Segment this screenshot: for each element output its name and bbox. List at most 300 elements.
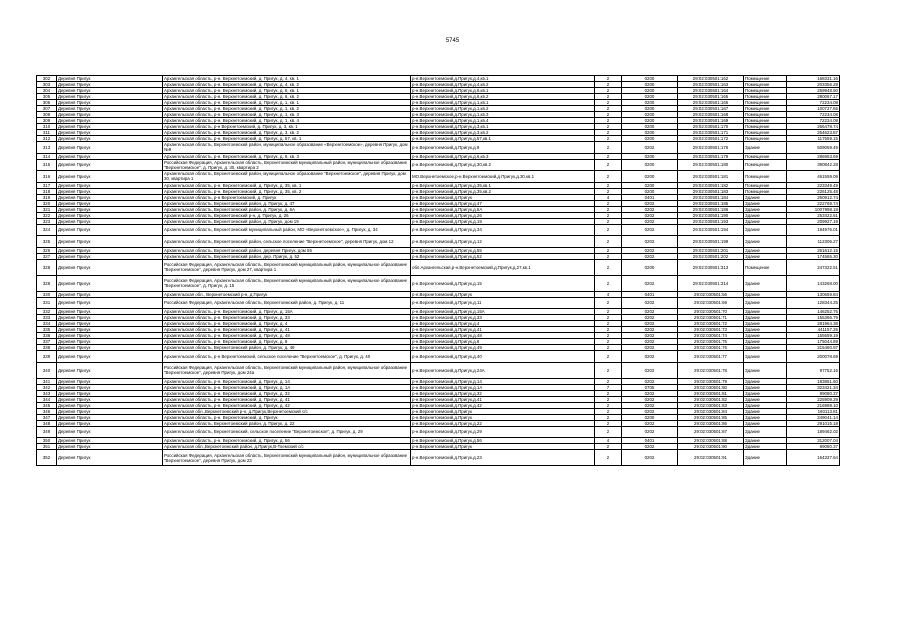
amount: 72234.08 [787,100,840,106]
code: 0401 [622,291,678,297]
address: Архангельская область, Верхнетоемский район, д. Пригук, д. 22 [163,420,411,426]
address: Российская Федерация, Архангельская область, Верхнетоемский муниципальный район, муниципальное образование "Верхнетоемское", деревня Пригук, дом 23 [163,450,411,466]
page-number: 5745 [445,38,460,44]
row-number: 312 [37,136,57,142]
locality: Деревня Пригук [57,390,163,396]
locality: Деревня Пригук [57,438,163,444]
locality: Деревня Пригук [57,206,163,212]
locality: Деревня Пригук [57,200,163,206]
address: Архангельская область, р-н. Верхнетоемский, д. Пригук, д. 4, кв. 1 [163,76,411,82]
category: 2 [595,224,622,236]
cadastral-number: 29:02:030501:78 [678,362,744,378]
cadastral-number: 29:02:030501:186 [678,206,744,212]
short-address: р-н.Верхнетоемский,д.Пригук,д.11 [411,297,595,309]
table-row [37,362,840,378]
amount: 183851.60 [787,378,840,384]
amount: 97752.16 [787,362,840,378]
code: 0401 [622,438,678,444]
locality: Деревня Пригук [57,259,163,275]
category: 2 [595,275,622,291]
amount: 253422.61 [787,212,840,218]
amount: 175044.89 [787,339,840,345]
short-address: р-н.Верхнетоемский,д.Пригук,д.6,кв.3 [411,153,595,159]
row-number: 329 [37,275,57,291]
category: 2 [595,396,622,402]
object-type: Здание [744,402,787,408]
short-address: р-н.Верхнетоемский,д.Пригук,д.4,кв.1 [411,76,595,82]
code: 0200 [622,124,678,130]
amount: 89080.37 [787,390,840,396]
amount: 281964.38 [787,321,840,327]
cadastral-number: 29:02:030501:69 [678,297,744,309]
category: 2 [595,136,622,142]
object-type: Здание [744,297,787,309]
object-type: Здание [744,309,787,315]
cadastral-number: 29:02:030501:84 [678,408,744,414]
amount: 72234.08 [787,118,840,124]
address: Архангельская область, р-н. Верхнетоемский, д. Пригук, д. 4 [163,321,411,327]
object-type: Здание [744,420,787,426]
address: Архангельская область, Верхнетоемский район, д. Пригук, д. 47 [163,200,411,206]
short-address: р-н.Верхнетоемский,д.Пригук,д.22 [411,420,595,426]
object-type: Здание [744,438,787,444]
code: 0200 [622,188,678,194]
code: 0202 [622,321,678,327]
row-number: 311 [37,130,57,136]
object-type: Здание [744,212,787,218]
row-number: 345 [37,402,57,408]
cadastral-number: 29:02:030501:86 [678,420,744,426]
category: 2 [595,450,622,466]
code: 0202 [622,315,678,321]
code: 0202 [622,345,678,351]
short-address: р-н.Верхнетоемский,д.Пригук,д.15А [411,309,595,315]
locality: Деревня Пригук [57,171,163,183]
category: 2 [595,88,622,94]
code: 0705 [622,384,678,390]
short-address: р-н.Верхнетоемский,д.Пригук,д.1,кв.2 [411,106,595,112]
category: 2 [595,118,622,124]
amount: 215460.97 [787,345,840,351]
object-type: Здание [744,333,787,339]
category: 2 [595,124,622,130]
table-row [37,450,840,466]
category: 2 [595,100,622,106]
code: 0200 [622,88,678,94]
code: 0200 [622,414,678,420]
object-type: Здание [744,351,787,363]
short-address: р-н.Верхнетоемский,д.Пригук,д.55 [411,247,595,253]
row-number: 347 [37,414,57,420]
amount: 194976.01 [787,224,840,236]
amount: 174565.30 [787,253,840,259]
address: Архангельская область, р-н. Верхнетоемский, д. Пригук, д. 3, кв. 2 [163,130,411,136]
category: 2 [595,247,622,253]
address: Архангельская область, Верхнетоемский муниципальный район, МО «Верхнетоемское», д. Пригук, д. 34 [163,224,411,236]
table-row [37,171,840,183]
amount: 216998.10 [787,402,840,408]
object-type: Здание [744,224,787,236]
code: 0200 [622,259,678,275]
category: 2 [595,159,622,171]
cadastral-number: 29:02:030501:75 [678,339,744,345]
code: 0202 [622,247,678,253]
short-address: р-н.Верхнетоемский,д.Пригук,д.41 [411,327,595,333]
amount: 72234.08 [787,112,840,118]
object-type: Помещение [744,124,787,130]
row-number: 344 [37,396,57,402]
row-number: 322 [37,212,57,218]
cadastral-number: 29:02:030501:85 [678,414,744,420]
object-type: Здание [744,253,787,259]
cadastral-number: 29:02:030501:171 [678,130,744,136]
code: 0202 [622,236,678,248]
cadastral-number: 29:02:030501:91 [678,450,744,466]
category: 2 [595,426,622,438]
address: Архангельская область, Верхнетоемский район, муниципальное образование «Верхнетоемское», деревня Пригук, дом №9 [163,142,411,154]
code: 0202 [622,212,678,218]
code: 0202 [622,362,678,378]
cadastral-number: 29:02:030501:182 [678,182,744,188]
address: Архангельская область, р-н Верхнетоемский, сельское поселение "Верхнетоемское", д. Пригук, д. 40 [163,351,411,363]
cadastral-number: 29:02:030501:162 [678,76,744,82]
row-number: 341 [37,378,57,384]
amount: 261612.15 [787,247,840,253]
locality: Деревня Пригук [57,182,163,188]
locality: Деревня Пригук [57,253,163,259]
category: 2 [595,390,622,396]
address: Архангельская область, Верхнетоемский район, д. Пригук, д. 6А [163,206,411,212]
locality: Деревня Пригук [57,76,163,82]
code: 0202 [622,142,678,154]
category: 2 [595,218,622,224]
category: 2 [595,112,622,118]
code: 0200 [622,171,678,183]
locality: Деревня Пригук [57,333,163,339]
locality: Деревня Пригук [57,408,163,414]
address: Архангельская область, р-н Верхнетоемский, д. Пригук [163,194,411,200]
address: Российская Федерация, Архангельская область, Верхнетоемский муниципальный район, муниципальное образование "Верхнетоемское", деревня Пригук, дом 24а [163,362,411,378]
address: Архангельская область, Верхнетоемский, сельское поселение "Верхнетоемское", д. Пригук, д. 29 [163,426,411,438]
address: Архангельская область, р-н. Верхнетоемский, д. Пригук, д. 6, кв. 3 [163,153,411,159]
amount: 247322.51 [787,259,840,275]
cadastral-number: 29:02:030501:166 [678,100,744,106]
category: 2 [595,321,622,327]
code: 0200 [622,106,678,112]
code: 0202 [622,450,678,466]
amount: 249041.14 [787,414,840,420]
short-address: р-н.Верхнетоемский,д.Пригук,д.1,кв.4 [411,118,595,124]
locality: Деревня Пригук [57,82,163,88]
object-type: Здание [744,236,787,248]
amount: 226125.48 [787,188,840,194]
short-address: р-н.Верхнетоемский,д.Пригук,д.6,кв.2 [411,94,595,100]
object-type: Помещение [744,106,787,112]
code: 0202 [622,200,678,206]
code: 0200 [622,153,678,159]
address: Архангельская область, р-н. Верхнетоемский, д. Пригук, д. 6, кв. 1 [163,88,411,94]
amount: 225909.29 [787,396,840,402]
row-number: 348 [37,420,57,426]
category: 2 [595,315,622,321]
amount: 291015.18 [787,420,840,426]
cadastral-number: 29:02:030501:82 [678,396,744,402]
amount: 189462.02 [787,426,840,438]
row-number: 335 [37,327,57,333]
locality: Деревня Пригук [57,136,163,142]
code: 0200 [622,118,678,124]
short-address: р-н.Верхнетоемский,д.Пригук,д.29 [411,426,595,438]
row-number: 325 [37,236,57,248]
amount: 390842.28 [787,159,840,171]
locality: Деревня Пригук [57,339,163,345]
code: 0202 [622,390,678,396]
cadastral-number: 29:02:030501:87 [678,426,744,438]
cadastral-number: 29:02:030501:184 [678,194,744,200]
code: 0200 [622,100,678,106]
address: Архангельская область, Верхнетоемский р-н, д. Пригук, д. 26 [163,212,411,218]
object-type: Здание [744,275,787,291]
short-address: р-н.Верхнетоемский,д.Пригук [411,414,595,420]
row-number: 352 [37,450,57,466]
category: 2 [595,153,622,159]
short-address: р-н.Верхнетоемский,д.Пригук,д.15 [411,275,595,291]
amount: 155659.19 [787,333,840,339]
address: Архангельская область, Верхнетоемский район, д. Пригук, дом 19 [163,218,411,224]
row-number: 307 [37,106,57,112]
locality: Деревня Пригук [57,236,163,248]
short-address: р-н.Верхнетоемский,д.Пригук [411,408,595,414]
amount: 1007998.18 [787,206,840,212]
cadastral-number: 29:02:030501:74 [678,333,744,339]
object-type: Здание [744,384,787,390]
category: 2 [595,106,622,112]
code: 0202 [622,224,678,236]
short-address: р-н.Верхнетоемский,д.Пригук,д.57,кв.1 [411,136,595,142]
short-address: р-н.Верхнетоемский,д.Пригук [411,291,595,297]
table-row [37,351,840,363]
short-address: р-н.Верхнетоемский,д.Пригук,д.40 [411,351,595,363]
address: Архангельская область, р-н. Верхнетоемский, д. Пригук, д. 1, кв. 2 [163,106,411,112]
address: Архангельская область, р-н. Верхнетоемский, д. Пригук, д. 15А [163,309,411,315]
address: Архангельская область, р-н. Верхнетоемский, д. Пригук, д. 56 [163,438,411,444]
code: 0202 [622,396,678,402]
short-address: р-н.Верхнетоемский,д.Пригук,д.24А [411,362,595,378]
table-row [37,275,840,291]
locality: Деревня Пригук [57,142,163,154]
category: 4 [595,438,622,444]
locality: Деревня Пригук [57,362,163,378]
category: 2 [595,339,622,345]
table-row [37,142,840,154]
locality: Деревня Пригук [57,378,163,384]
address: Российская Федерация, Архангельская область, Верхнетоемский район, д. Пригук, д. 11 [163,297,411,309]
short-address: р-н.Верхнетоемский,д.Пригук,д.52 [411,253,595,259]
row-number: 350 [37,438,57,444]
address: Архангельская обл.,Верхнетоемский р-н, д.Пригук,Верхнетоемский с/с [163,408,411,414]
row-number: 310 [37,124,57,130]
object-type: Помещение [744,88,787,94]
category: 2 [595,333,622,339]
category: 4 [595,194,622,200]
short-address: р-н.Верхнетоемский,д.Пригук,д.3,кв.2 [411,130,595,136]
address: Архангельская область, Верхнетоемский район, муниципальное образование "Верхнетоемское", деревня Пригук, дом 30, квартира 1 [163,171,411,183]
short-address: р-н.Верхнетоемский,д.Пригук,д.1,кв.3 [411,112,595,118]
address: Архангельская область, р-н. Верхнетоемский, д. Пригук, д. 6, кв. 2 [163,94,411,100]
amount: 130659.84 [787,291,840,297]
object-type: Помещение [744,112,787,118]
amount: 286953.69 [787,153,840,159]
address: Архангельская область, р-н. Верхнетоемский, д. Пригук, д. 4, кв. 2 [163,82,411,88]
category: 2 [595,444,622,450]
cadastral-number: 29:02:030501:313 [678,259,744,275]
row-number: 339 [37,351,57,363]
row-number: 304 [37,88,57,94]
locality: Деревня Пригук [57,351,163,363]
locality: Деревня Пригук [57,321,163,327]
row-number: 315 [37,159,57,171]
cadastral-number: 29:02:030501:181 [678,171,744,183]
amount: 323421.34 [787,384,840,390]
short-address: обл.Архангельская,р-н.Верхнетоемский,д.Пригук,д.27,кв.1 [411,259,595,275]
row-number: 327 [37,253,57,259]
category: 2 [595,130,622,136]
locality: Деревня Пригук [57,414,163,420]
amount: 168331.16 [787,76,840,82]
amount: 266478.74 [787,124,840,130]
locality: Деревня Пригук [57,106,163,112]
locality: Деревня Пригук [57,88,163,94]
cadastral-number: 29:02:030501:172 [678,136,744,142]
locality: Деревня Пригук [57,450,163,466]
cadastral-number: 29:02:030501:176 [678,142,744,154]
code: 0202 [622,378,678,384]
object-type: Здание [744,291,787,297]
locality: Деревня Пригук [57,224,163,236]
amount: 164327.64 [787,450,840,466]
cadastral-number: 29:02:030501:185 [678,200,744,206]
row-number: 337 [37,339,57,345]
amount: 100727.65 [787,106,840,112]
category: 2 [595,82,622,88]
category: 2 [595,236,622,248]
row-number: 302 [37,76,57,82]
cadastral-number: 29:02:030501:190 [678,212,744,218]
amount: 143268.00 [787,275,840,291]
object-type: Здание [744,218,787,224]
category: 2 [595,182,622,188]
short-address: р-н.Верхнетоемский,д.Пригук,д.56 [411,438,595,444]
amount: 112306.27 [787,236,840,248]
code: 0200 [622,94,678,100]
row-number: 330 [37,291,57,297]
cadastral-number: 29:02:030501:73 [678,327,744,333]
locality: Деревня Пригук [57,420,163,426]
locality: Деревня Пригук [57,327,163,333]
object-type: Здание [744,339,787,345]
amount: 260912.74 [787,194,840,200]
short-address: р-н.Верхнетоемский,д.Пригук,д.42 [411,402,595,408]
address: Архангельская область, р-н. Верхнетоемский, д. Пригук, д. 1, кв. 3 [163,112,411,118]
object-type: Помещение [744,153,787,159]
short-address: р-н.Верхнетоемский,д.Пригук,д.4,кв.2 [411,82,595,88]
object-type: Помещение [744,136,787,142]
code: 0202 [622,339,678,345]
row-number: 333 [37,315,57,321]
locality: Деревня Пригук [57,94,163,100]
row-number: 338 [37,345,57,351]
code: 0202 [622,444,678,450]
address: Архангельская область, р-н. Верхнетоемский, д. Пригук, д. 41 [163,396,411,402]
short-address: р-н.Верхнетоемский,д.Пригук,д.33 [411,315,595,321]
category: 2 [595,200,622,206]
category: 2 [595,76,622,82]
short-address: р-н.Верхнетоемский,д.Пригук,д.35,кв.2 [411,188,595,194]
cadastral-number: 29:02:030501:79 [678,378,744,384]
amount: 117559.15 [787,136,840,142]
cadastral-number: 29:02:030501:180 [678,159,744,171]
code: 0202 [622,206,678,212]
address: Архангельская область, р-н. Верхнетоемский, д. Пригук, д. 35, кв. 2 [163,188,411,194]
address: Архангельская область, р-н. Верхнетоемский, д. Пригук, д. 8 [163,339,411,345]
table-row [37,297,840,309]
amount: 155366.79 [787,315,840,321]
row-number: 313 [37,142,57,154]
cadastral-number: 29:02:030501:314 [678,275,744,291]
category: 2 [595,420,622,426]
category: 2 [595,402,622,408]
category: 2 [595,206,622,212]
row-number: 314 [37,153,57,159]
locality: Деревня Пригук [57,153,163,159]
cadastral-number: 29:02:030501:183 [678,188,744,194]
row-number: 308 [37,112,57,118]
code: 0200 [622,112,678,118]
row-number: 323 [37,218,57,224]
cadastral-number: 29:02:030501:167 [678,106,744,112]
address: Архангельская область, р-н. Верхнетоемский, д. Пригук, д. 1А [163,384,411,390]
code: 0202 [622,297,678,309]
row-number: 316 [37,171,57,183]
short-address: р-н.Верхнетоемский,д.Пригук,д.47 [411,200,595,206]
object-type: Помещение [744,100,787,106]
object-type: Помещение [744,259,787,275]
cadastral-number: 29:02:030501:164 [678,88,744,94]
code: 0200 [622,136,678,142]
short-address: р-н.Верхнетоемский,д.Пригук,д.3,кв.1 [411,124,595,130]
row-number: 336 [37,333,57,339]
row-number: 319 [37,194,57,200]
short-address: р-н.Верхнетоемский,д.Пригук [411,444,595,450]
row-number: 343 [37,390,57,396]
category: 2 [595,378,622,384]
cadastral-number: 29:02:030501:76 [678,345,744,351]
code: 0202 [622,420,678,426]
table-row [37,236,840,248]
category: 2 [595,188,622,194]
object-type: Здание [744,206,787,212]
short-address: МО.Верхнетоемское,р-н.Верхнетоемский,д.Пригук,д.30,кв.1 [411,171,595,183]
category: 2 [595,253,622,259]
category: 2 [595,171,622,183]
locality: Деревня Пригук [57,297,163,309]
code: 0401 [622,194,678,200]
cadastral-number: 29:02:030501:165 [678,94,744,100]
locality: Деревня Пригук [57,188,163,194]
cadastral-number: 29:02:030501:71 [678,315,744,321]
address: Архангельская область, р-н. Верхнетоемский, д. Пригук, д. 42 [163,402,411,408]
amount: 461559.09 [787,171,840,183]
